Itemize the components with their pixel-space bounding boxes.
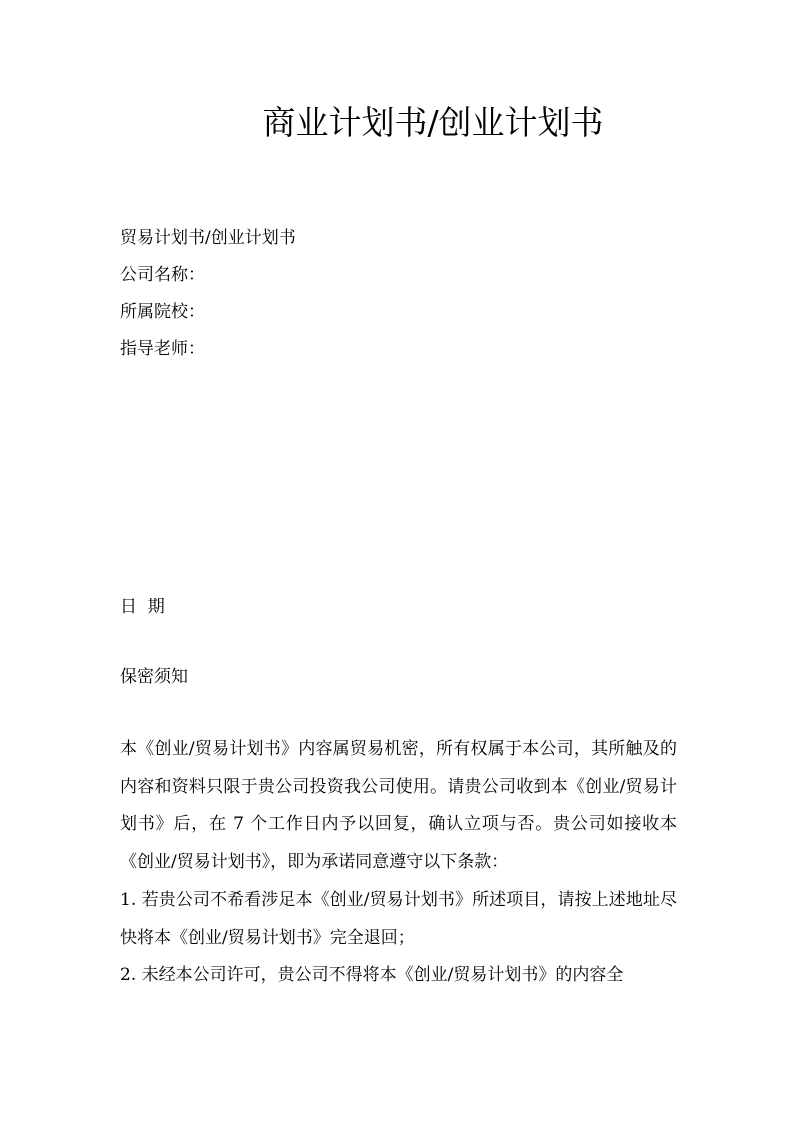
date-label: 日 期 bbox=[120, 597, 165, 617]
confidentiality-heading: 保密须知 bbox=[120, 667, 188, 687]
advisor-field: 指导老师： bbox=[120, 339, 205, 359]
confidentiality-body bbox=[120, 731, 677, 995]
cover-info bbox=[120, 220, 296, 368]
term-item-2: 2. 未经本公司许可，贵公司不得将本《创业/贸易计划书》的内容全 bbox=[120, 965, 624, 986]
school-field: 所属院校： bbox=[120, 302, 205, 322]
document-title: 商业计划书/创业计划书 bbox=[262, 103, 604, 142]
term-item-1: 1. 若贵公司不希看涉足本《创业/贸易计划书》所述项目，请按上述地址尽快将本《创业/贸易计划书》完全退回； bbox=[120, 889, 677, 948]
intro-paragraph: 本《创业/贸易计划书》内容属贸易机密，所有权属于本公司，其所触及的内容和资料只限于贵公司投资我公司使用。请贵公司收到本《创业/贸易计划书》后，在 7 个工作日内予以回复，确认立项与否。贵公司如接收本《创业/贸易计划书》，即为承诺同意遵守以下条款： bbox=[120, 739, 677, 873]
plan-type-line: 贸易计划书/创业计划书 bbox=[120, 228, 296, 248]
company-name-field: 公司名称： bbox=[120, 265, 205, 285]
